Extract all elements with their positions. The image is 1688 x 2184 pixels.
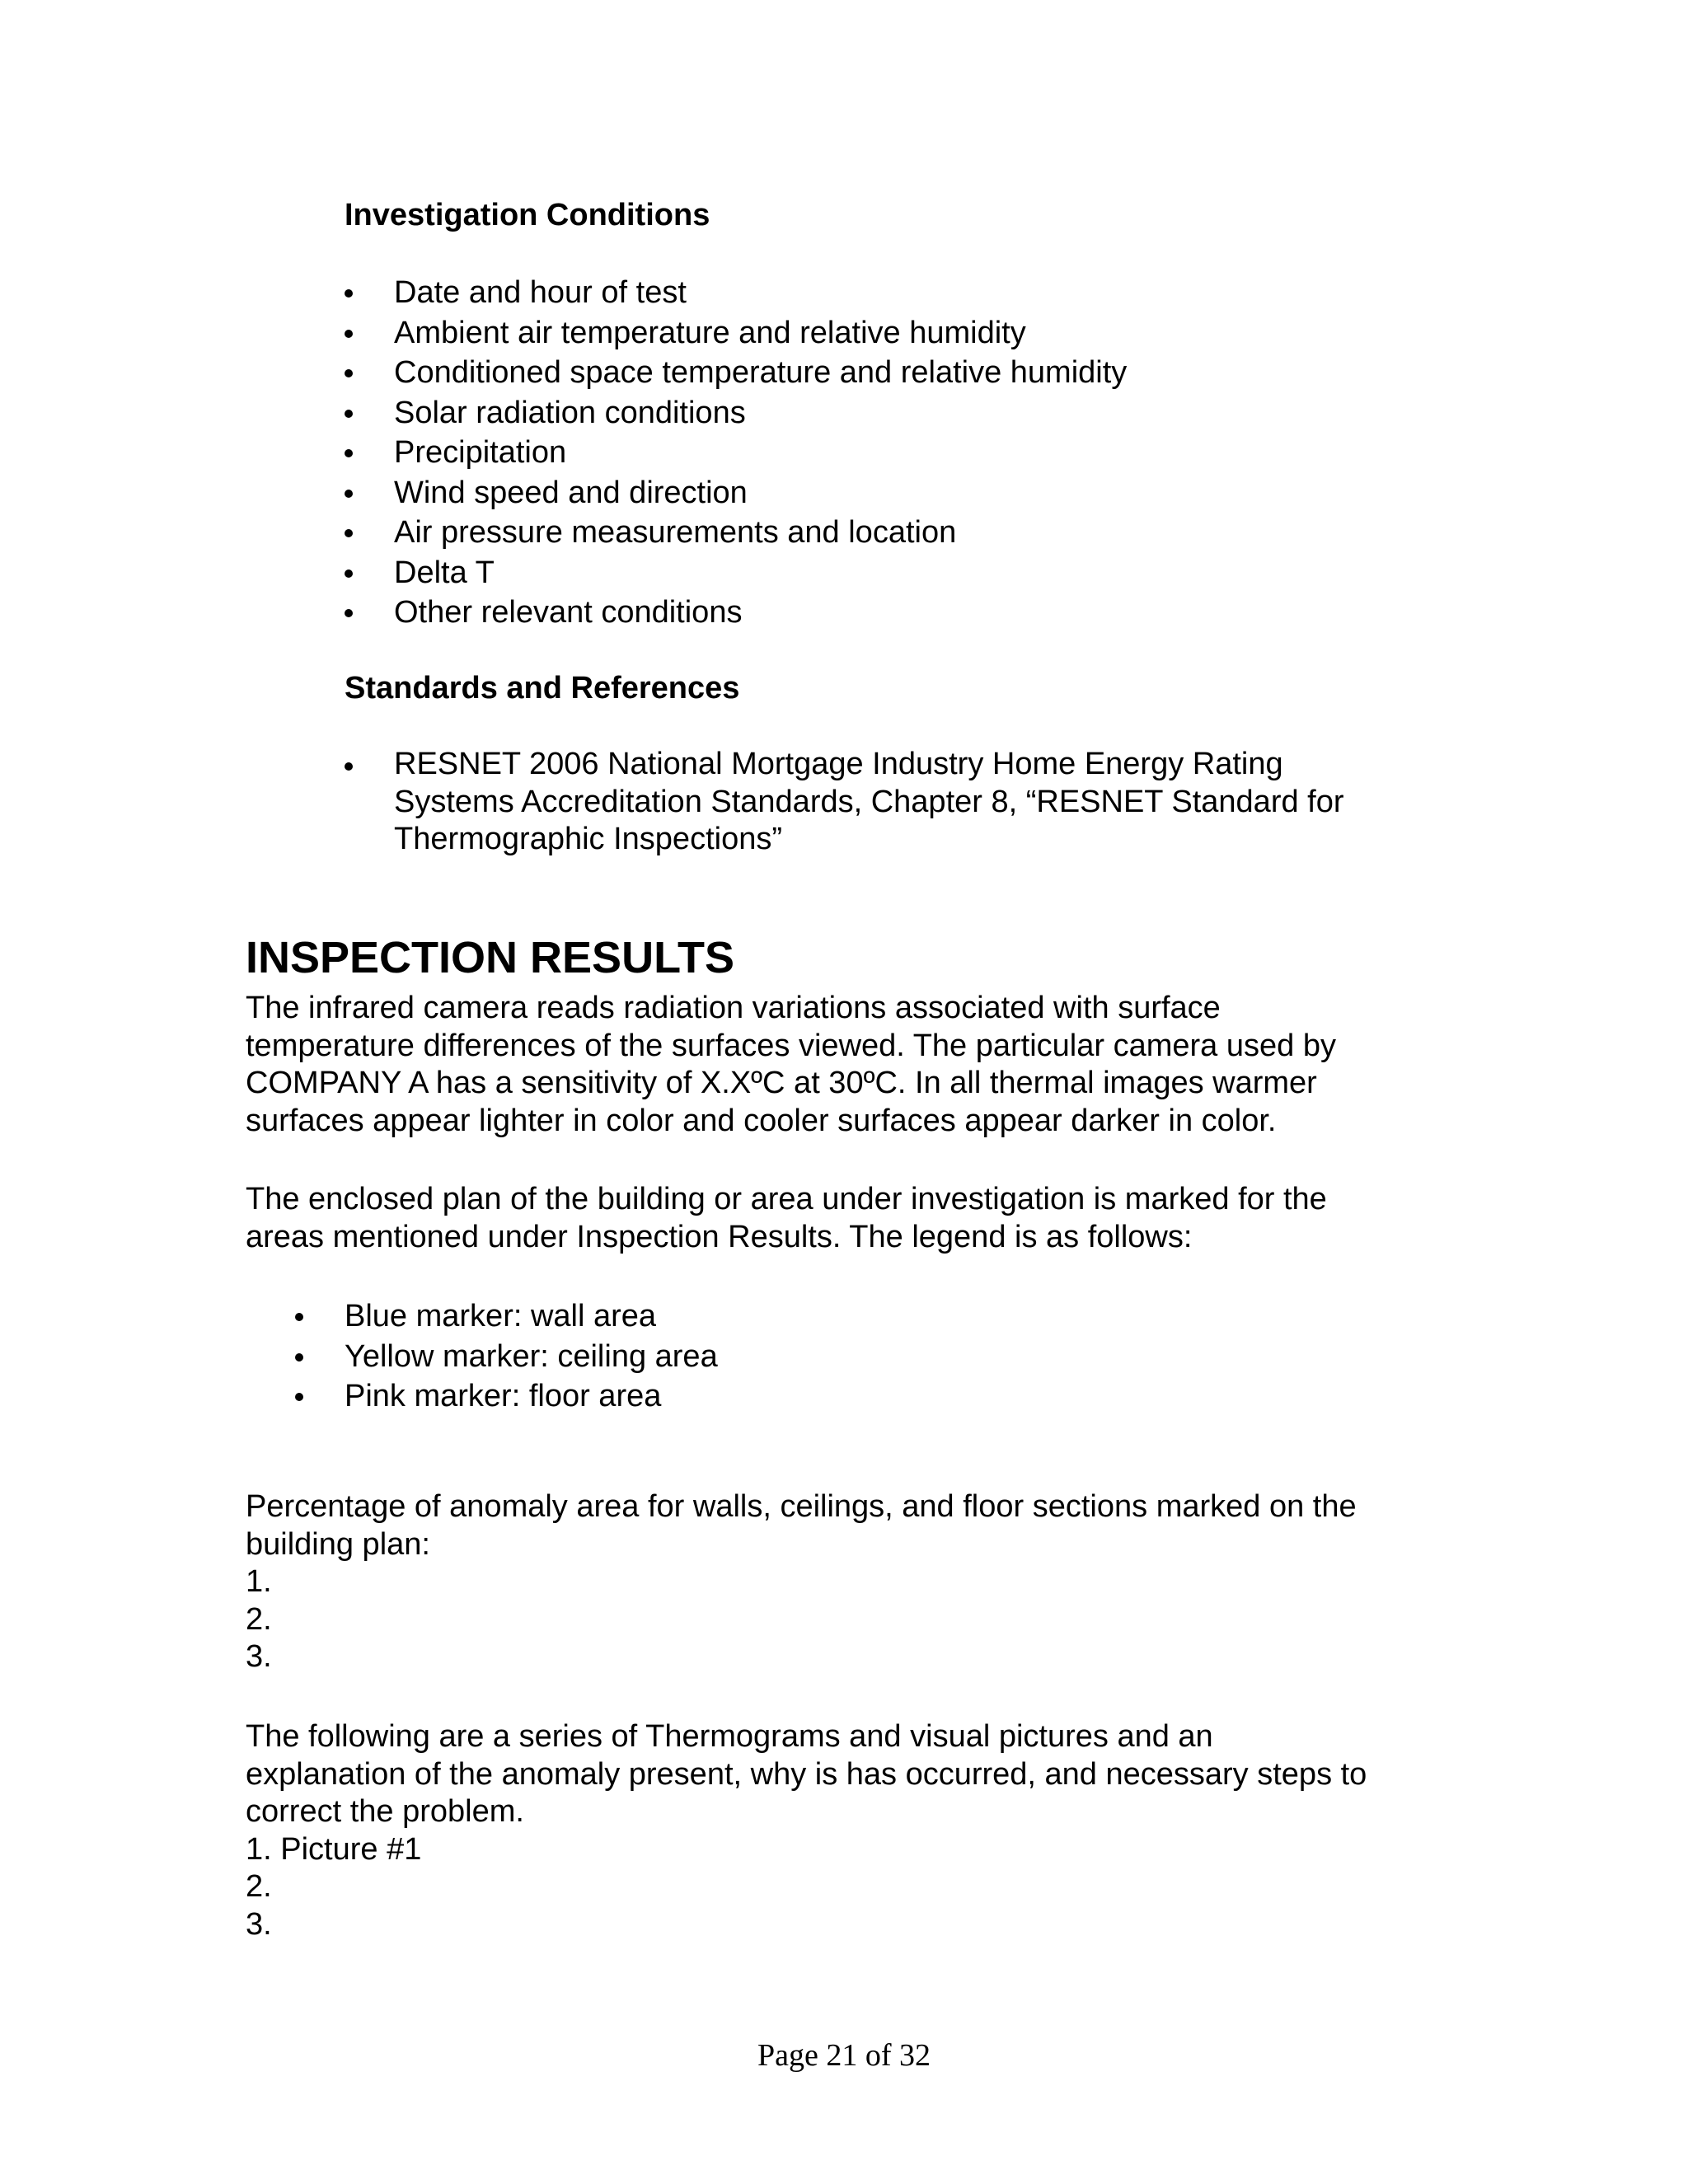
bullet-icon (345, 609, 353, 617)
bullet-icon (345, 529, 353, 537)
list-item: Yellow marker: ceiling area (345, 1337, 718, 1377)
bullet-icon (295, 1353, 303, 1361)
bullet-icon (295, 1393, 303, 1401)
results-paragraph-4: The following are a series of Thermograms and visual pictures and an explanation of the anomaly present, why is has occurred, and necessary steps to correct the problem. 1. Picture #1 2. 3. (246, 1719, 1367, 1942)
page-number: Page 21 of 32 (757, 2038, 931, 2073)
results-paragraph-3: Percentage of anomaly area for walls, ceilings, and floor sections marked on the building plan: 1. 2. 3. (246, 1489, 1357, 1674)
results-paragraph-1: The infrared camera reads radiation variations associated with surface temperature differences of the surfaces viewed. The particular camera used by COMPANY A has a sensitivity of X.XºC at 30ºC. In all thermal images warmer surfaces appear lighter in color and cooler surfaces appear darker in color. (246, 991, 1336, 1138)
bullet-icon (345, 449, 353, 457)
standards-list-item: RESNET 2006 National Mortgage Industry Home Energy Rating Systems Accreditation Standards, Chapter 8, “RESNET Standard for Thermographic Inspections” (394, 746, 1344, 859)
bullet-icon (345, 369, 353, 377)
list-item: Blue marker: wall area (345, 1296, 718, 1337)
bullet-icon (345, 762, 353, 771)
list-item: Solar radiation conditions (394, 393, 1127, 434)
bullet-icon (345, 330, 353, 338)
list-item: Ambient air temperature and relative humidity (394, 313, 1127, 354)
bullet-icon (345, 490, 353, 498)
bullet-icon (345, 569, 353, 578)
list-item: Date and hour of test (394, 273, 1127, 313)
legend-list (345, 1296, 718, 1417)
investigation-list (394, 273, 1127, 633)
list-item: Precipitation (394, 433, 1127, 473)
list-item: Other relevant conditions (394, 593, 1127, 633)
bullet-icon (345, 289, 353, 298)
list-item: Conditioned space temperature and relative humidity (394, 353, 1127, 393)
bullet-icon (345, 410, 353, 418)
list-item: Pink marker: floor area (345, 1376, 718, 1417)
bullet-icon (295, 1313, 303, 1321)
list-item: Wind speed and direction (394, 473, 1127, 513)
list-item: Air pressure measurements and location (394, 513, 1127, 553)
standards-heading: Standards and References (345, 671, 740, 705)
section-title: INSPECTION RESULTS (246, 933, 735, 982)
list-item: Delta T (394, 553, 1127, 593)
results-paragraph-2: The enclosed plan of the building or area under investigation is marked for the areas mentioned under Inspection Results. The legend is as follows: (246, 1182, 1327, 1254)
investigation-heading: Investigation Conditions (345, 198, 710, 232)
